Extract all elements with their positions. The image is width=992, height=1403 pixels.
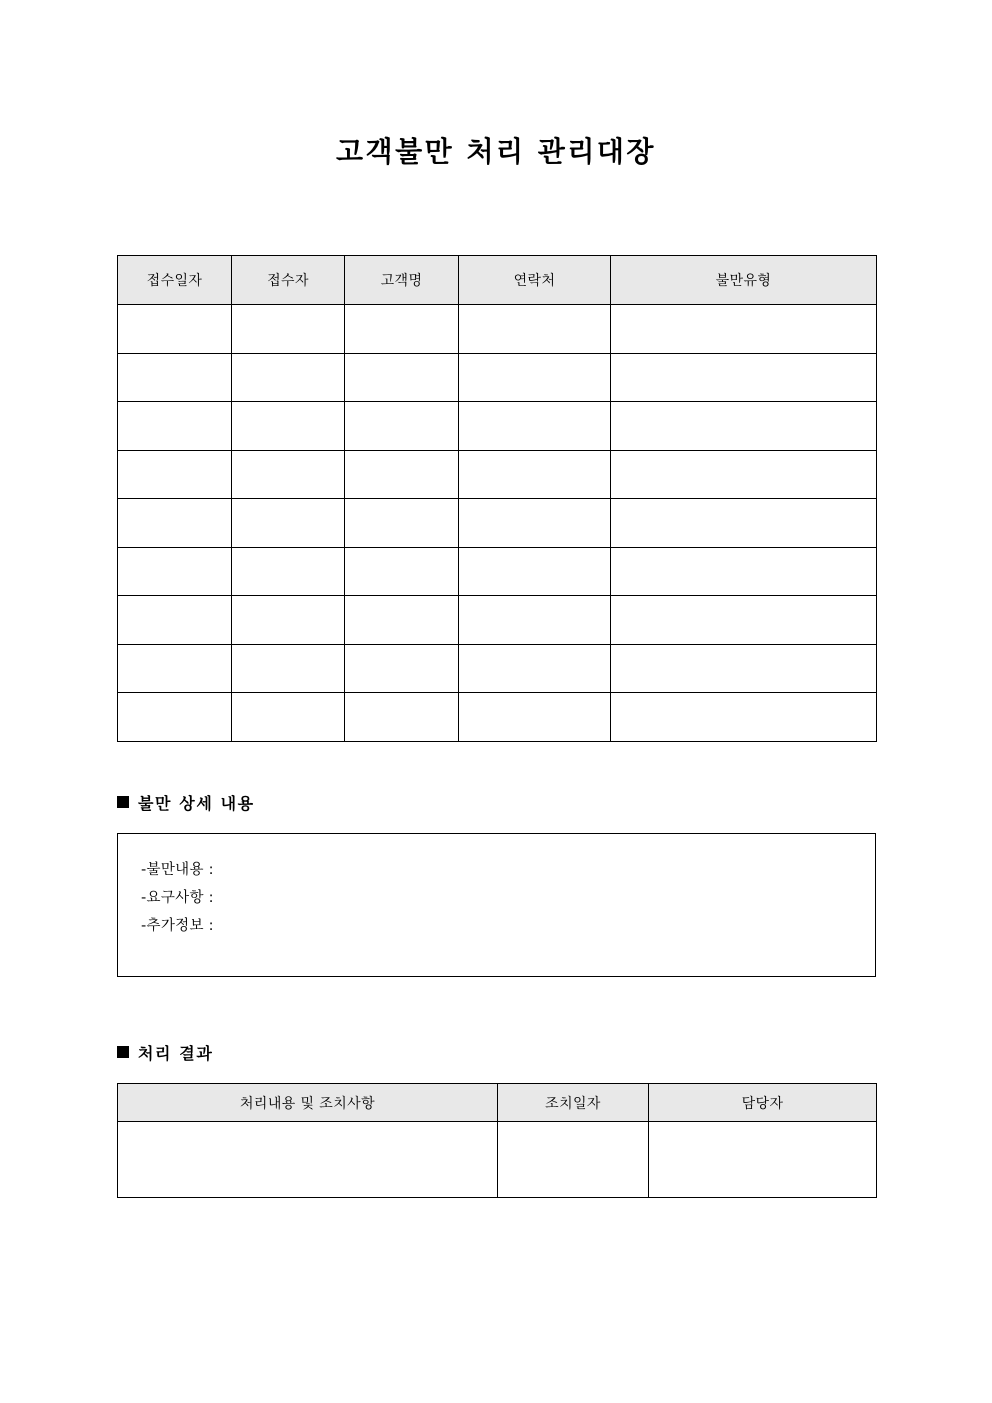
- cell-receiver[interactable]: [232, 596, 345, 645]
- square-bullet-icon: [117, 796, 129, 808]
- cell-complaint-type[interactable]: [611, 353, 877, 402]
- table-row[interactable]: [118, 402, 877, 451]
- table-header-row: [118, 256, 877, 305]
- column-header-contact: 연락처: [459, 256, 611, 305]
- column-header-action-details: 처리내용 및 조치사항: [118, 1084, 498, 1122]
- table-row[interactable]: [118, 547, 877, 596]
- cell-complaint-type[interactable]: [611, 499, 877, 548]
- result-table-header: [118, 1084, 877, 1122]
- section-heading-complaint-detail: [117, 793, 255, 815]
- cell-complaint-type[interactable]: [611, 402, 877, 451]
- cell-receipt-date[interactable]: [118, 596, 232, 645]
- table-row[interactable]: [118, 1122, 877, 1198]
- cell-receipt-date[interactable]: [118, 402, 232, 451]
- cell-action-date[interactable]: [498, 1122, 649, 1198]
- cell-customer-name[interactable]: [345, 402, 459, 451]
- column-header-receiver: 접수자: [232, 256, 345, 305]
- column-header-receipt-date: 접수일자: [118, 256, 232, 305]
- table-row[interactable]: [118, 450, 877, 499]
- cell-receiver[interactable]: [232, 450, 345, 499]
- cell-receiver[interactable]: [232, 402, 345, 451]
- cell-customer-name[interactable]: [345, 305, 459, 354]
- cell-contact[interactable]: [459, 596, 611, 645]
- cell-contact[interactable]: [459, 547, 611, 596]
- cell-receiver[interactable]: [232, 353, 345, 402]
- cell-receipt-date[interactable]: [118, 450, 232, 499]
- section-heading-label: 처리 결과: [138, 1044, 214, 1063]
- cell-receipt-date[interactable]: [118, 499, 232, 548]
- cell-complaint-type[interactable]: [611, 305, 877, 354]
- table-row[interactable]: [118, 305, 877, 354]
- cell-customer-name[interactable]: [345, 596, 459, 645]
- column-header-customer-name: 고객명: [345, 256, 459, 305]
- result-table-body: [118, 1122, 877, 1198]
- table-row[interactable]: [118, 499, 877, 548]
- cell-receipt-date[interactable]: [118, 693, 232, 742]
- cell-receipt-date[interactable]: [118, 644, 232, 693]
- detail-line-request[interactable]: -요구사항 :: [141, 890, 214, 906]
- cell-receipt-date[interactable]: [118, 305, 232, 354]
- cell-complaint-type[interactable]: [611, 450, 877, 499]
- column-header-action-date: 조치일자: [498, 1084, 649, 1122]
- column-header-owner: 담당자: [649, 1084, 877, 1122]
- cell-complaint-type[interactable]: [611, 693, 877, 742]
- cell-receipt-date[interactable]: [118, 547, 232, 596]
- cell-customer-name[interactable]: [345, 547, 459, 596]
- processing-result-table: [117, 1083, 877, 1198]
- cell-customer-name[interactable]: [345, 644, 459, 693]
- table-row[interactable]: [118, 353, 877, 402]
- cell-receiver[interactable]: [232, 644, 345, 693]
- cell-receiver[interactable]: [232, 305, 345, 354]
- section-heading-label: 불만 상세 내용: [138, 794, 255, 813]
- cell-contact[interactable]: [459, 693, 611, 742]
- cell-complaint-type[interactable]: [611, 596, 877, 645]
- cell-receiver[interactable]: [232, 547, 345, 596]
- cell-action-details[interactable]: [118, 1122, 498, 1198]
- cell-contact[interactable]: [459, 499, 611, 548]
- cell-contact[interactable]: [459, 305, 611, 354]
- cell-complaint-type[interactable]: [611, 644, 877, 693]
- cell-customer-name[interactable]: [345, 450, 459, 499]
- complaint-detail-box[interactable]: [117, 833, 876, 977]
- cell-receiver[interactable]: [232, 693, 345, 742]
- cell-customer-name[interactable]: [345, 353, 459, 402]
- cell-owner[interactable]: [649, 1122, 877, 1198]
- cell-contact[interactable]: [459, 402, 611, 451]
- page-title: 고객불만 처리 관리대장: [336, 135, 656, 168]
- cell-receipt-date[interactable]: [118, 353, 232, 402]
- column-header-complaint-type: 불만유형: [611, 256, 877, 305]
- cell-contact[interactable]: [459, 353, 611, 402]
- table-row[interactable]: [118, 644, 877, 693]
- table-row[interactable]: [118, 596, 877, 645]
- detail-line-additional-info[interactable]: -추가정보 :: [141, 918, 214, 934]
- table-row[interactable]: [118, 693, 877, 742]
- table-header-row: [118, 1084, 877, 1122]
- intake-table-header: [118, 256, 877, 305]
- complaint-intake-table: [117, 255, 877, 742]
- cell-contact[interactable]: [459, 644, 611, 693]
- detail-line-complaint-content[interactable]: -불만내용 :: [141, 862, 214, 878]
- square-bullet-icon: [117, 1046, 129, 1058]
- cell-customer-name[interactable]: [345, 693, 459, 742]
- cell-receiver[interactable]: [232, 499, 345, 548]
- cell-contact[interactable]: [459, 450, 611, 499]
- intake-table-body: [118, 305, 877, 742]
- section-heading-processing-result: [117, 1043, 213, 1065]
- cell-customer-name[interactable]: [345, 499, 459, 548]
- cell-complaint-type[interactable]: [611, 547, 877, 596]
